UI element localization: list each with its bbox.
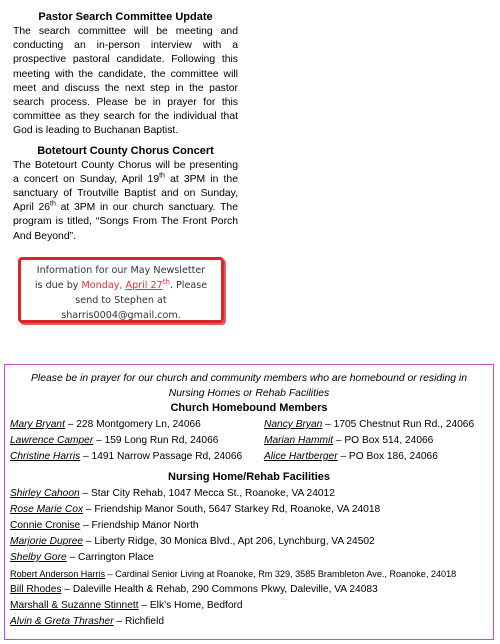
prayer-list-box [4, 364, 494, 640]
nursing-row: Connie Cronise – Friendship Manor North [10, 520, 199, 531]
newsletter-line-2: is due by Monday, April 27th. Please [34, 277, 208, 291]
pastor-search-title: Pastor Search Committee Update [38, 11, 213, 23]
pastor-search-body: The search committee will be meeting and conducting an in-person interview with a prospective pastoral candidate. Following this meeting with the candidate, the committee will meet and discuss the next step in the pastor search process. Please be in prayer for this committee as they search for the individual that God is leading to Buchanan Baptist. [13, 26, 238, 137]
newsletter-email: sharris0004@gmail.com. [61, 310, 181, 321]
nursing-row: Robert Anderson Harris – Cardinal Senior Living at Roanoke, Rm 329, 3585 Brambleton Ave., Roanoke, 24018 [10, 569, 457, 579]
homebound-title: Church Homebound Members [170, 402, 328, 414]
homebound-row: Alice Hartberger – PO Box 186, 24066 [264, 451, 438, 462]
homebound-row: Mary Bryant – 228 Montgomery Ln, 24066 [10, 419, 201, 430]
homebound-row: Marian Hammit – PO Box 514, 24066 [264, 435, 434, 446]
left-column [13, 10, 238, 249]
newsletter-line-3: send to Stephen at [75, 295, 167, 306]
nursing-row: Alvin & Greta Thrasher – Richfield [10, 616, 165, 627]
newsletter-line-1: Information for our May Newsletter [36, 265, 206, 276]
homebound-row: Lawrence Camper – 159 Long Run Rd, 24066 [10, 435, 219, 446]
nursing-row: Marshall & Suzanne Stinnett – Elk’s Home, Bedford [10, 600, 243, 611]
chorus-concert-body: The Botetourt County Chorus will be presenting a concert on Sunday, April 19th at 3PM in the sanctuary of Troutville Baptist and on Sunday, April 26th at 3PM in our church sanctuary. The program is titled, “Songs From The Front Porch And Beyond”. [13, 159, 238, 242]
nursing-title: Nursing Home/Rehab Facilities [168, 471, 330, 483]
chorus-concert-title: Botetourt County Chorus Concert [37, 144, 214, 157]
nursing-row: Shelby Gore – Carrington Place [10, 552, 154, 563]
nursing-row: Marjorie Dupree – Liberty Ridge, 30 Monica Blvd., Apt 206, Lynchburg, VA 24502 [10, 536, 375, 547]
prayer-intro: Please be in prayer for our church and community members who are homebound or residing in Nursing Homes or Rehab Facilities [30, 373, 468, 399]
nursing-row: Rose Marie Cox – Friendship Manor South, 5647 Starkey Rd, Roanoke, VA 24018 [10, 504, 381, 515]
nursing-row: Shirley Cahoon – Star City Rehab, 1047 Mecca St., Roanoke, VA 24012 [10, 488, 335, 499]
homebound-row: Nancy Bryan – 1705 Chestnut Run Rd., 24066 [264, 419, 475, 430]
newsletter-notice [18, 257, 224, 323]
nursing-row: Bill Rhodes – Daleville Health & Rehab, 290 Commons Pkwy, Daleville, VA 24083 [10, 584, 378, 595]
homebound-row: Christine Harris – 1491 Narrow Passage Rd, 24066 [10, 451, 243, 462]
